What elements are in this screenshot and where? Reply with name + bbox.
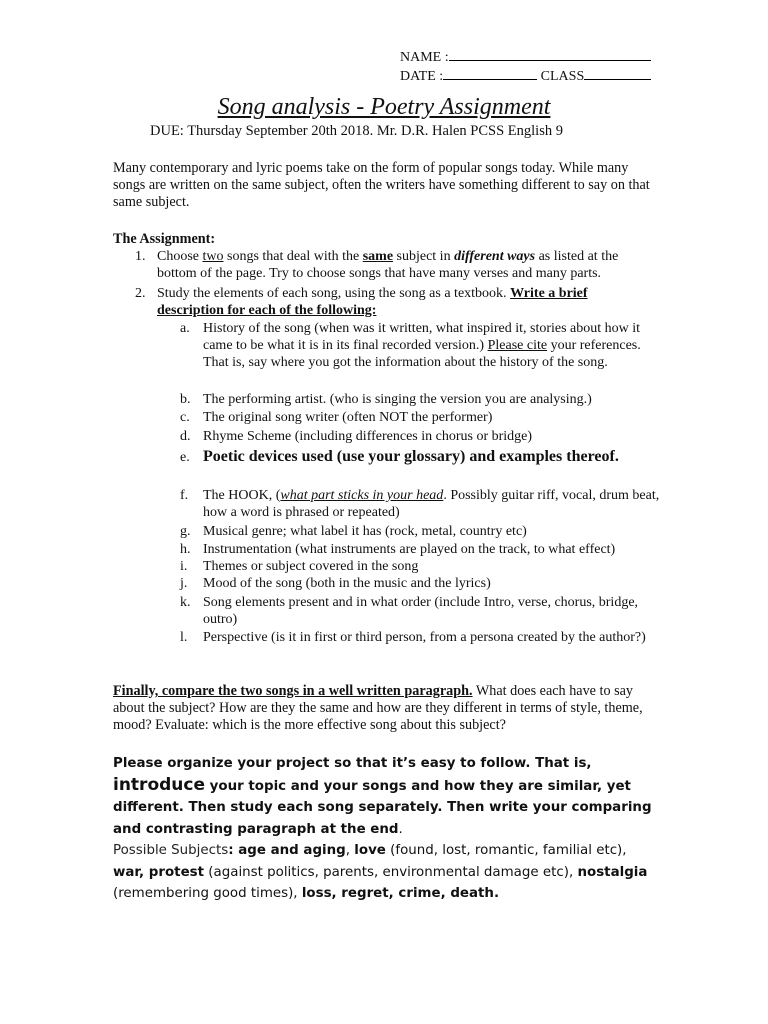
finally-paragraph: Finally, compare the two songs in a well written paragraph. What does each have to say about the subject? How are they the same and how are they different in terms of style, theme, mood? Evaluate: which is the more effective song about this subject? bbox=[113, 683, 643, 734]
step-number: 1. bbox=[135, 249, 146, 264]
date-label: DATE : bbox=[400, 69, 444, 84]
finally-heading: Finally, compare the two songs in a well written paragraph. bbox=[113, 683, 473, 699]
class-blank[interactable] bbox=[584, 65, 651, 80]
step-text: Choose two songs that deal with the same subject in different ways as listed at the bottom of the page. Try to choose songs that have many verses and many parts. bbox=[157, 249, 619, 282]
name-blank[interactable] bbox=[449, 46, 651, 61]
name-line bbox=[400, 46, 651, 67]
page-title: Song analysis - Poetry Assignment bbox=[217, 94, 551, 120]
assignment-heading: The Assignment: bbox=[113, 231, 216, 247]
class-label: CLASS bbox=[540, 69, 585, 84]
step-number: 2. bbox=[135, 286, 146, 301]
subjects-label: Possible Subjects bbox=[113, 843, 229, 858]
intro-paragraph: Many contemporary and lyric poems take on the form of popular songs today. While many songs are written on the same subject, often the writers have something different to say on that same subject. bbox=[113, 160, 650, 211]
step-text: Study the elements of each song, using the song as a textbook. Write a brief description for each of the following: bbox=[157, 286, 588, 319]
organize-paragraph: Please organize your project so that it’s easy to follow. That is, introduce your topic and your songs and how they are similar, yet different. Then study each song separately. Then write your comparing and contrasting paragraph at the end. Possible Subjects: age and aging, love (found, lost, romantic, familial etc), war, protest (against politics, parents, environmental damage etc), nostalgia (remembering good times), loss, regret, crime, death. bbox=[113, 756, 652, 901]
due-line: DUE: Thursday September 20th 2018. Mr. D.R. Halen PCSS English 9 bbox=[150, 123, 563, 139]
date-blank[interactable] bbox=[443, 65, 537, 80]
name-label: NAME : bbox=[400, 50, 449, 65]
date-class-line bbox=[400, 65, 651, 86]
introduce-word: introduce bbox=[113, 774, 205, 795]
